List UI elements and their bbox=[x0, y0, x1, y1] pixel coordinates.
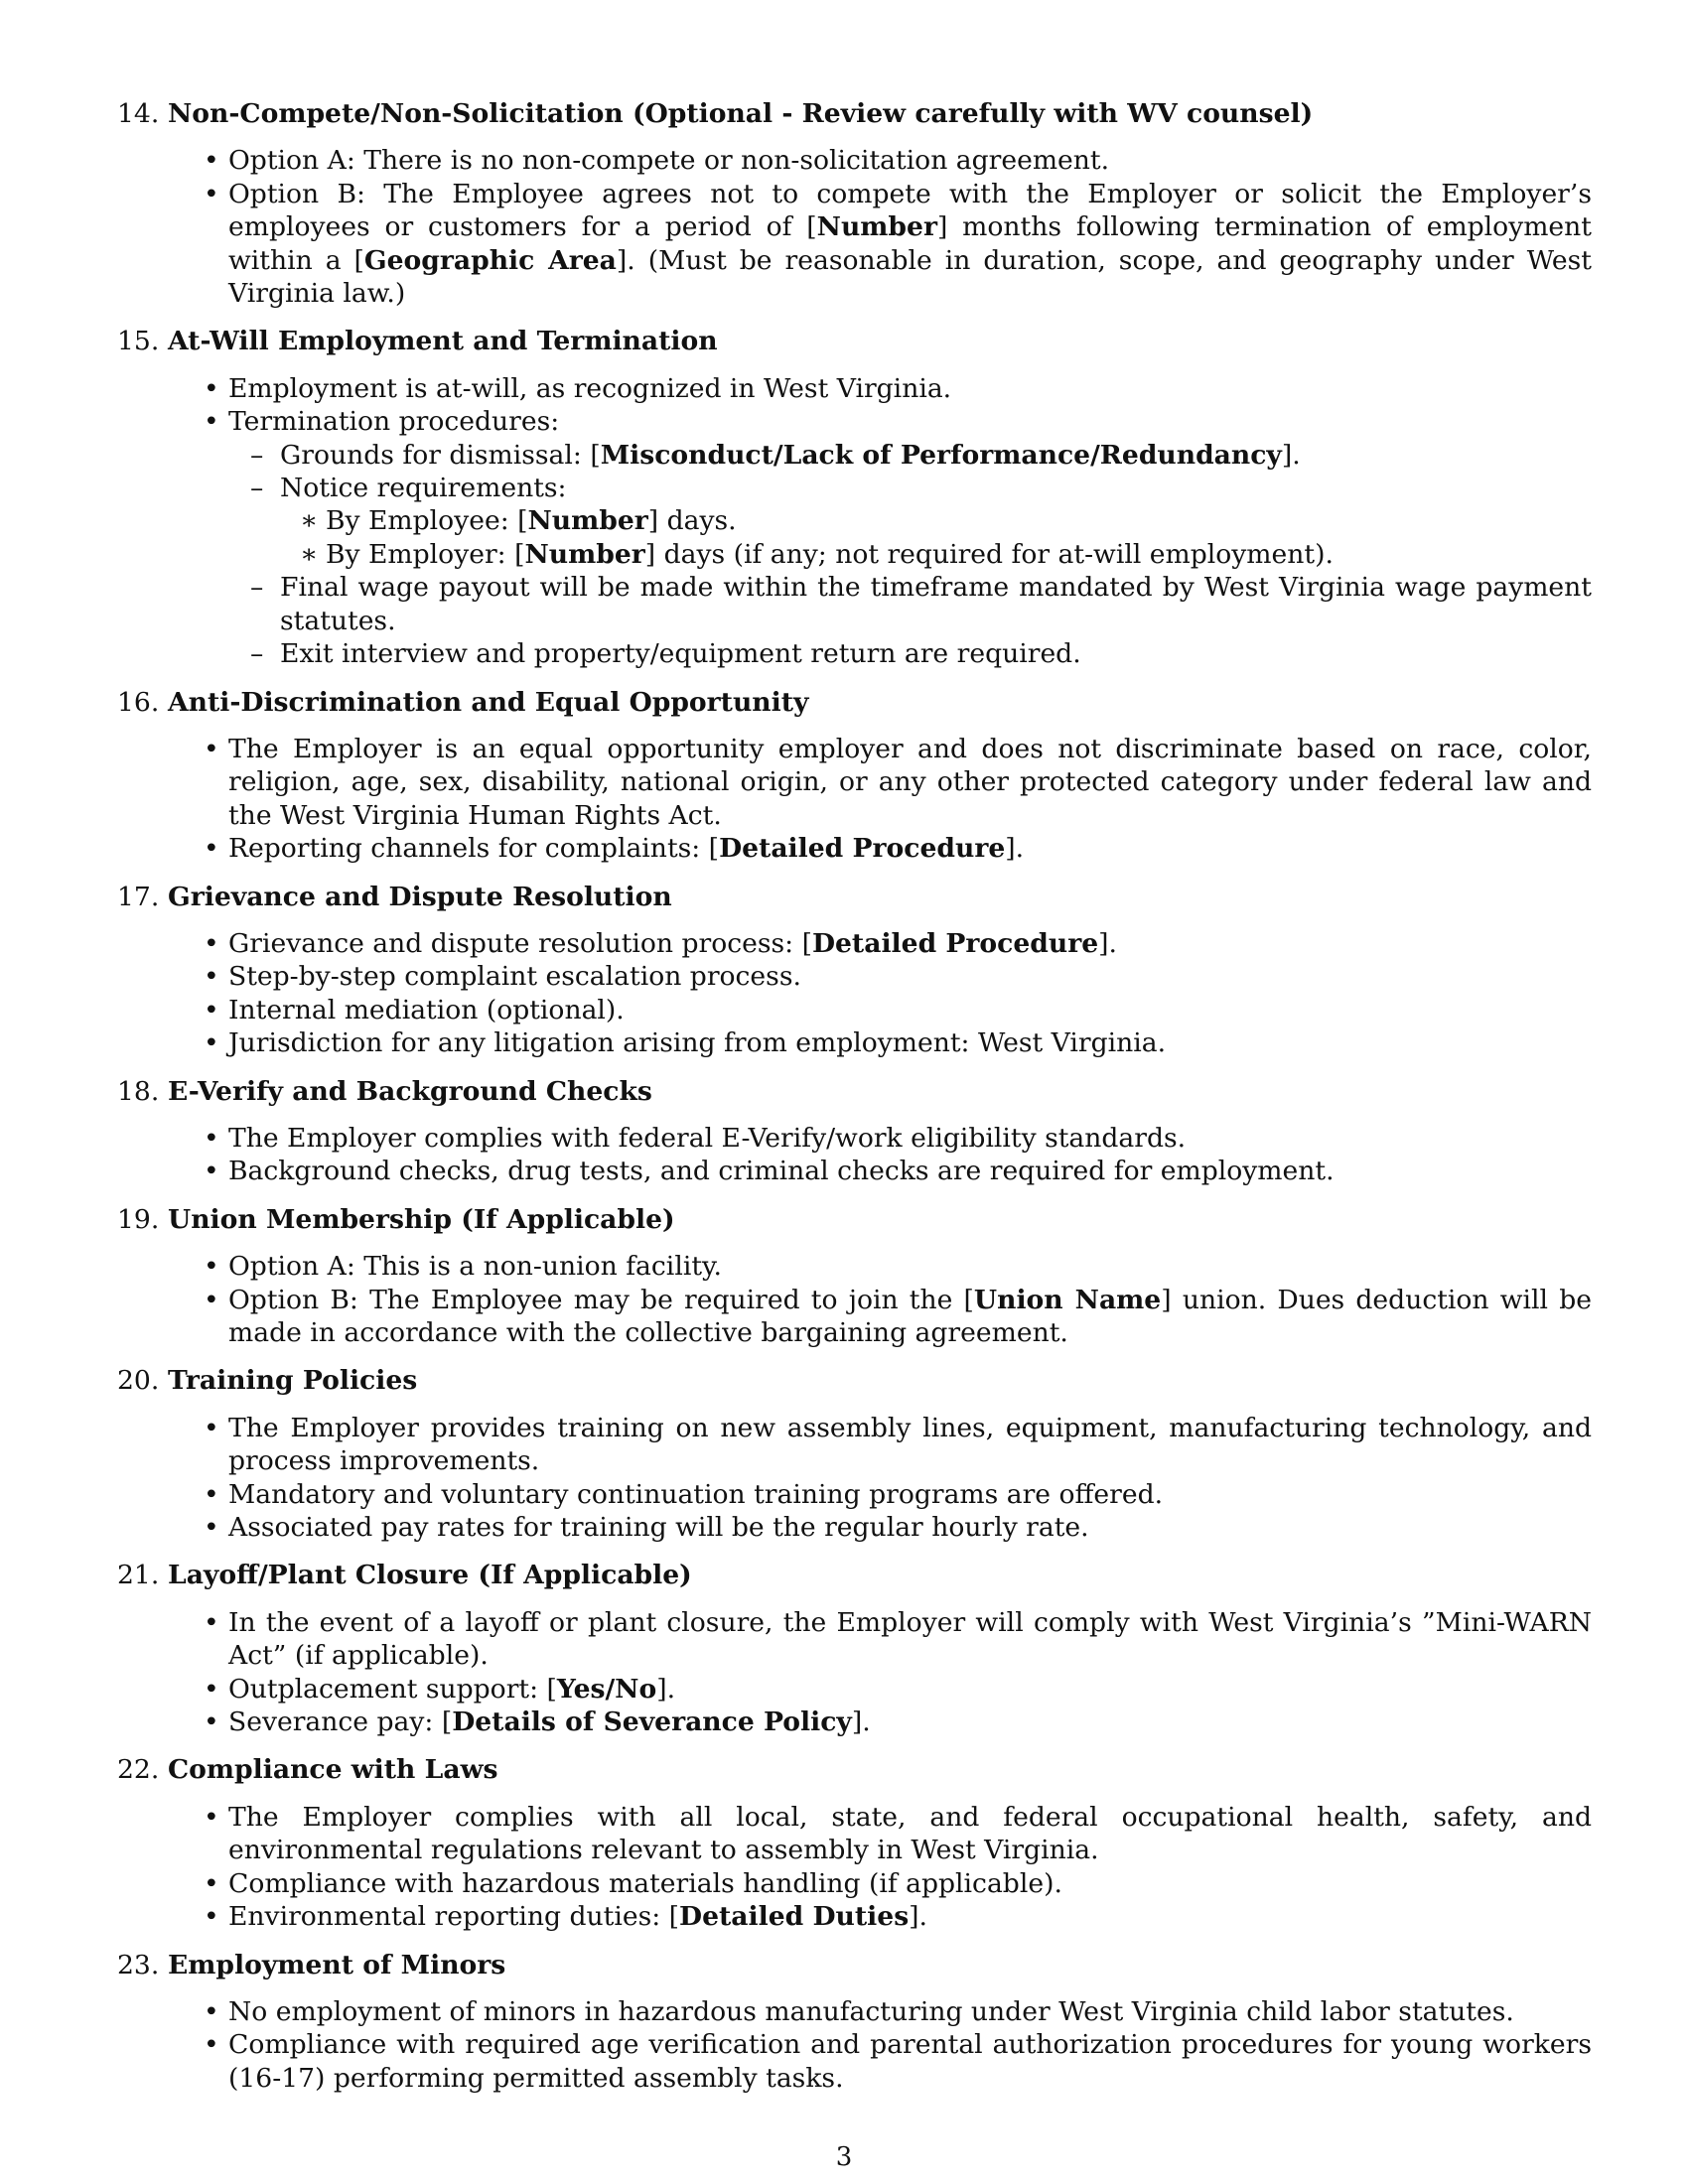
list-item: • Step-by-step complaint escalation process. bbox=[204, 961, 801, 993]
section-heading bbox=[117, 1559, 1592, 1591]
list-item: • Option B: The Employee may be required to join the [Union Name] union. Dues deduction will be made in accordance with the collective bargaining agreement. bbox=[204, 1284, 1592, 1348]
section-number: 19. bbox=[117, 1203, 160, 1235]
section-title: Employment of Minors bbox=[168, 1949, 506, 1980]
list-item: • The Employer is an equal opportunity employer and does not discriminate based on race, color, religion, age, sex, disability, national origin, or any other protected category under federal law and the West Virginia Human Rights Act. bbox=[204, 733, 1592, 831]
list-item: • Compliance with required age verification and parental authorization procedures for young workers (16-17) performing permitted assembly tasks. bbox=[204, 2029, 1592, 2094]
section-heading bbox=[117, 1949, 1592, 1981]
section-number: 16. bbox=[117, 686, 160, 718]
page-number: 3 bbox=[835, 2142, 853, 2172]
list-item: • Grievance and dispute resolution process: [Detailed Procedure]. bbox=[204, 927, 1117, 959]
section-number: 21. bbox=[117, 1560, 160, 1591]
sub-list-item: – Exit interview and property/equipment return are required. bbox=[250, 638, 1081, 670]
list-item: • Employment is at-will, as recognized in West Virginia. bbox=[204, 372, 952, 404]
section-16 bbox=[117, 686, 1592, 866]
section-23 bbox=[117, 1949, 1592, 2096]
section-title: E-Verify and Background Checks bbox=[168, 1075, 652, 1107]
document-page bbox=[117, 97, 1592, 2110]
list-item: • Compliance with hazardous materials handling (if applicable). bbox=[204, 1867, 1062, 1899]
list-item: • The Employer provides training on new assembly lines, equipment, manufacturing technology, and process improvements. bbox=[204, 1412, 1592, 1477]
sub-sub-list-item: ∗ By Employee: [Number] days. bbox=[300, 505, 737, 537]
list-item: • In the event of a layoff or plant closure, the Employer will comply with West Virginia’s ”Mini-WARN Act” (if applicable). bbox=[204, 1606, 1592, 1672]
section-number: 23. bbox=[117, 1949, 160, 1980]
section-20 bbox=[117, 1364, 1592, 1544]
section-19 bbox=[117, 1203, 1592, 1350]
sub-sub-list-item: ∗ By Employer: [Number] days (if any; not required for at-will employment). bbox=[300, 538, 1334, 570]
section-title: Grievance and Dispute Resolution bbox=[168, 881, 672, 912]
list-item: • Option A: This is a non-union facility. bbox=[204, 1251, 722, 1283]
section-title: Compliance with Laws bbox=[168, 1754, 498, 1786]
section-number: 14. bbox=[117, 98, 160, 129]
list-item: • Option A: There is no non-compete or non-solicitation agreement. bbox=[204, 145, 1110, 177]
list-item: • The Employer complies with federal E-Verify/work eligibility standards. bbox=[204, 1122, 1187, 1154]
list-item: • Associated pay rates for training will be the regular hourly rate. bbox=[204, 1512, 1089, 1544]
section-heading bbox=[117, 1753, 1592, 1786]
section-title: Anti-Discrimination and Equal Opportunity bbox=[168, 686, 809, 718]
list-item: • The Employer complies with all local, state, and federal occupational health, safety, and environmental regulations relevant to assembly in West Virginia. bbox=[204, 1801, 1592, 1866]
list-item: • Mandatory and voluntary continuation training programs are offered. bbox=[204, 1478, 1164, 1510]
sub-list-item: – Notice requirements: ∗ By Employee: [Number] days. ∗ By Employer: [Number] days (if any; not required for at-will employment). bbox=[280, 472, 1592, 571]
section-15 bbox=[117, 325, 1592, 670]
section-number: 18. bbox=[117, 1075, 160, 1107]
section-heading bbox=[117, 881, 1592, 913]
section-22 bbox=[117, 1753, 1592, 1933]
list-item: • Severance pay: [Details of Severance Policy]. bbox=[204, 1706, 871, 1738]
sub-list-item: – Final wage payout will be made within the timeframe mandated by West Virginia wage payment statutes. bbox=[250, 572, 1592, 636]
section-title: Union Membership (If Applicable) bbox=[168, 1203, 675, 1235]
section-number: 17. bbox=[117, 881, 160, 912]
section-title: Training Policies bbox=[168, 1365, 418, 1397]
section-heading bbox=[117, 686, 1592, 719]
section-number: 15. bbox=[117, 326, 160, 357]
section-number: 20. bbox=[117, 1365, 160, 1397]
list-item: • Option B: The Employee agrees not to compete with the Employer or solicit the Employer’s employees or customers for a period of [Number] months following termination of employment within a [Geographic Area]. (Must be reasonable in duration, scope, and geography under West Virginia law.) bbox=[204, 178, 1592, 310]
list-item: • Termination procedures: – Grounds for dismissal: [Misconduct/Lack of Performance/Redundancy]. – Notice requirements: ∗ By Employee: [Number] days. ∗ By Employer: [Number] days (if any; not required for at-will employment). – Final wage payout will be made within the timeframe mandated by West Virginia wage payment statutes. – Exit interview and property/equipment return are required. bbox=[204, 406, 1592, 670]
section-number: 22. bbox=[117, 1754, 160, 1786]
sub-list-item: – Grounds for dismissal: [Misconduct/Lack of Performance/Redundancy]. bbox=[250, 439, 1301, 471]
section-heading bbox=[117, 1203, 1592, 1236]
section-title: At-Will Employment and Termination bbox=[168, 326, 718, 357]
list-item: • Internal mediation (optional). bbox=[204, 994, 625, 1025]
section-17 bbox=[117, 881, 1592, 1060]
section-heading bbox=[117, 97, 1592, 130]
section-title: Layoff/Plant Closure (If Applicable) bbox=[168, 1560, 692, 1591]
list-item: • Outplacement support: [Yes/No]. bbox=[204, 1673, 676, 1705]
list-item: • Reporting channels for complaints: [Detailed Procedure]. bbox=[204, 833, 1025, 865]
list-item: • Environmental reporting duties: [Detailed Duties]. bbox=[204, 1901, 928, 1933]
list-item: • Background checks, drug tests, and criminal checks are required for employment. bbox=[204, 1156, 1335, 1187]
section-14 bbox=[117, 97, 1592, 310]
list-item: • No employment of minors in hazardous manufacturing under West Virginia child labor statutes. bbox=[204, 1995, 1514, 2027]
section-heading bbox=[117, 325, 1592, 357]
section-heading bbox=[117, 1364, 1592, 1397]
section-title: Non-Compete/Non-Solicitation (Optional - Review carefully with WV counsel) bbox=[168, 98, 1314, 129]
section-heading bbox=[117, 1075, 1592, 1108]
section-18 bbox=[117, 1075, 1592, 1188]
list-item: • Jurisdiction for any litigation arising from employment: West Virginia. bbox=[204, 1027, 1167, 1059]
section-21 bbox=[117, 1559, 1592, 1738]
